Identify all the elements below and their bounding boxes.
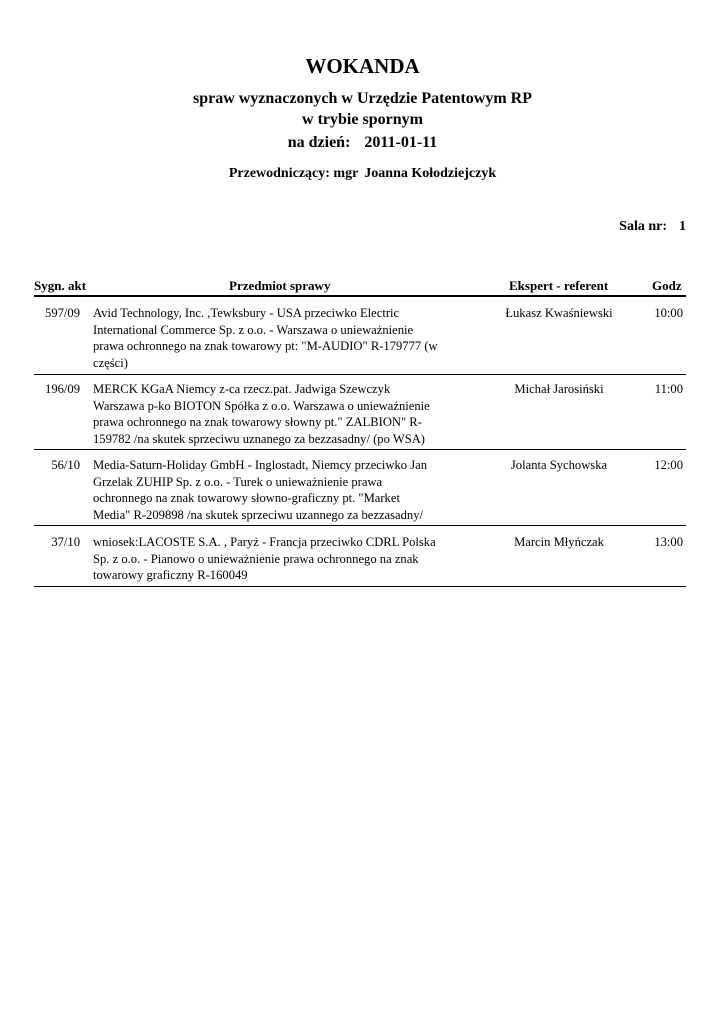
- subtitle-line-1: spraw wyznaczonych w Urzędzie Patentowym RP: [192, 90, 533, 107]
- header-rule: [34, 295, 686, 297]
- subject-line: International Commerce Sp. z o.o. - Warszawa o unieważnienie: [93, 322, 414, 337]
- subject-line: ochronnego na znak towarowy słowno-graficzny pt. "Market: [93, 491, 400, 505]
- subject-line: wniosek:LACOSTE S.A. , Paryż - Francja przeciwko CDRL Polska: [93, 535, 436, 549]
- case-subject: [93, 381, 459, 447]
- date-line: [0, 134, 725, 152]
- subject-line: MERCK KGaA Niemcy z-ca rzecz.pat. Jadwiga Szewczyk: [93, 382, 391, 396]
- case-number: 196/09: [45, 382, 80, 396]
- row-divider: [34, 374, 686, 375]
- row-divider: [34, 449, 686, 450]
- subject-line: części): [93, 355, 128, 370]
- expert-name: Marcin Młyńczak: [514, 535, 604, 549]
- subject-line: Media-Saturn-Holiday GmbH - Inglostadt, Niemcy przeciwko Jan: [93, 458, 427, 472]
- subject-line: 159782 /na skutek sprzeciwu uznanego za bezzasadny/ (po WSA): [93, 431, 425, 446]
- date-value: 2011-01-11: [364, 134, 438, 151]
- chair-label: Przewodniczący: mgr: [228, 166, 359, 181]
- subject-line: Grzelak ZUHIP Sp. z o.o. - Turek o unieważnienie prawa: [93, 474, 383, 489]
- case-number: 597/09: [45, 306, 80, 320]
- room-number: 1: [679, 219, 686, 234]
- hearing-time: 12:00: [654, 458, 683, 472]
- column-header-godz: Godz: [652, 278, 682, 293]
- page-title: WOKANDA: [305, 54, 420, 78]
- case-subject: [93, 534, 459, 584]
- hearing-time: 10:00: [654, 306, 683, 320]
- subject-line: Avid Technology, Inc. ,Tewksbury - USA przeciwko Electric: [93, 306, 400, 320]
- column-header-ekspert: Ekspert - referent: [509, 278, 609, 293]
- room-label: Sala nr:: [619, 219, 667, 234]
- chair-line: [0, 166, 725, 182]
- case-subject: [93, 305, 459, 371]
- room-line: [619, 219, 686, 235]
- subject-line: towarowy graficzny R-160049: [93, 568, 248, 582]
- column-header-przedmiot: Przedmiot sprawy: [229, 278, 331, 293]
- subject-line: Sp. z o.o. - Pianowo o unieważnienie prawa ochronnego na znak: [93, 551, 419, 566]
- expert-name: Jolanta Sychowska: [510, 458, 608, 472]
- date-label: na dzień:: [287, 134, 351, 151]
- row-divider: [34, 586, 686, 587]
- chair-name: Joanna Kołodziejczyk: [364, 166, 497, 181]
- row-divider: [34, 525, 686, 526]
- subject-line: Media" R-209898 /na skutek sprzeciwu uzannego za bezzasadny/: [93, 507, 424, 522]
- subtitle-line-2: w trybie spornym: [302, 111, 423, 128]
- case-subject: [93, 457, 459, 523]
- subject-line: Warszawa p-ko BIOTON Spółka z o.o. Warszawa o unieważnienie: [93, 398, 430, 413]
- hearing-time: 13:00: [654, 535, 683, 549]
- case-number: 56/10: [51, 458, 80, 472]
- case-number: 37/10: [51, 535, 80, 549]
- expert-name: Łukasz Kwaśniewski: [505, 306, 613, 320]
- expert-name: Michał Jarosiński: [514, 382, 604, 396]
- hearing-time: 11:00: [654, 382, 683, 396]
- subject-line: prawa ochronnego na znak towarowy pt: "M-AUDIO" R-179777 (w: [93, 339, 438, 353]
- column-header-sygn: Sygn. akt: [34, 278, 87, 293]
- subject-line: prawa ochronnego na znak towarowy słowny pt." ZALBION" R-: [93, 415, 422, 429]
